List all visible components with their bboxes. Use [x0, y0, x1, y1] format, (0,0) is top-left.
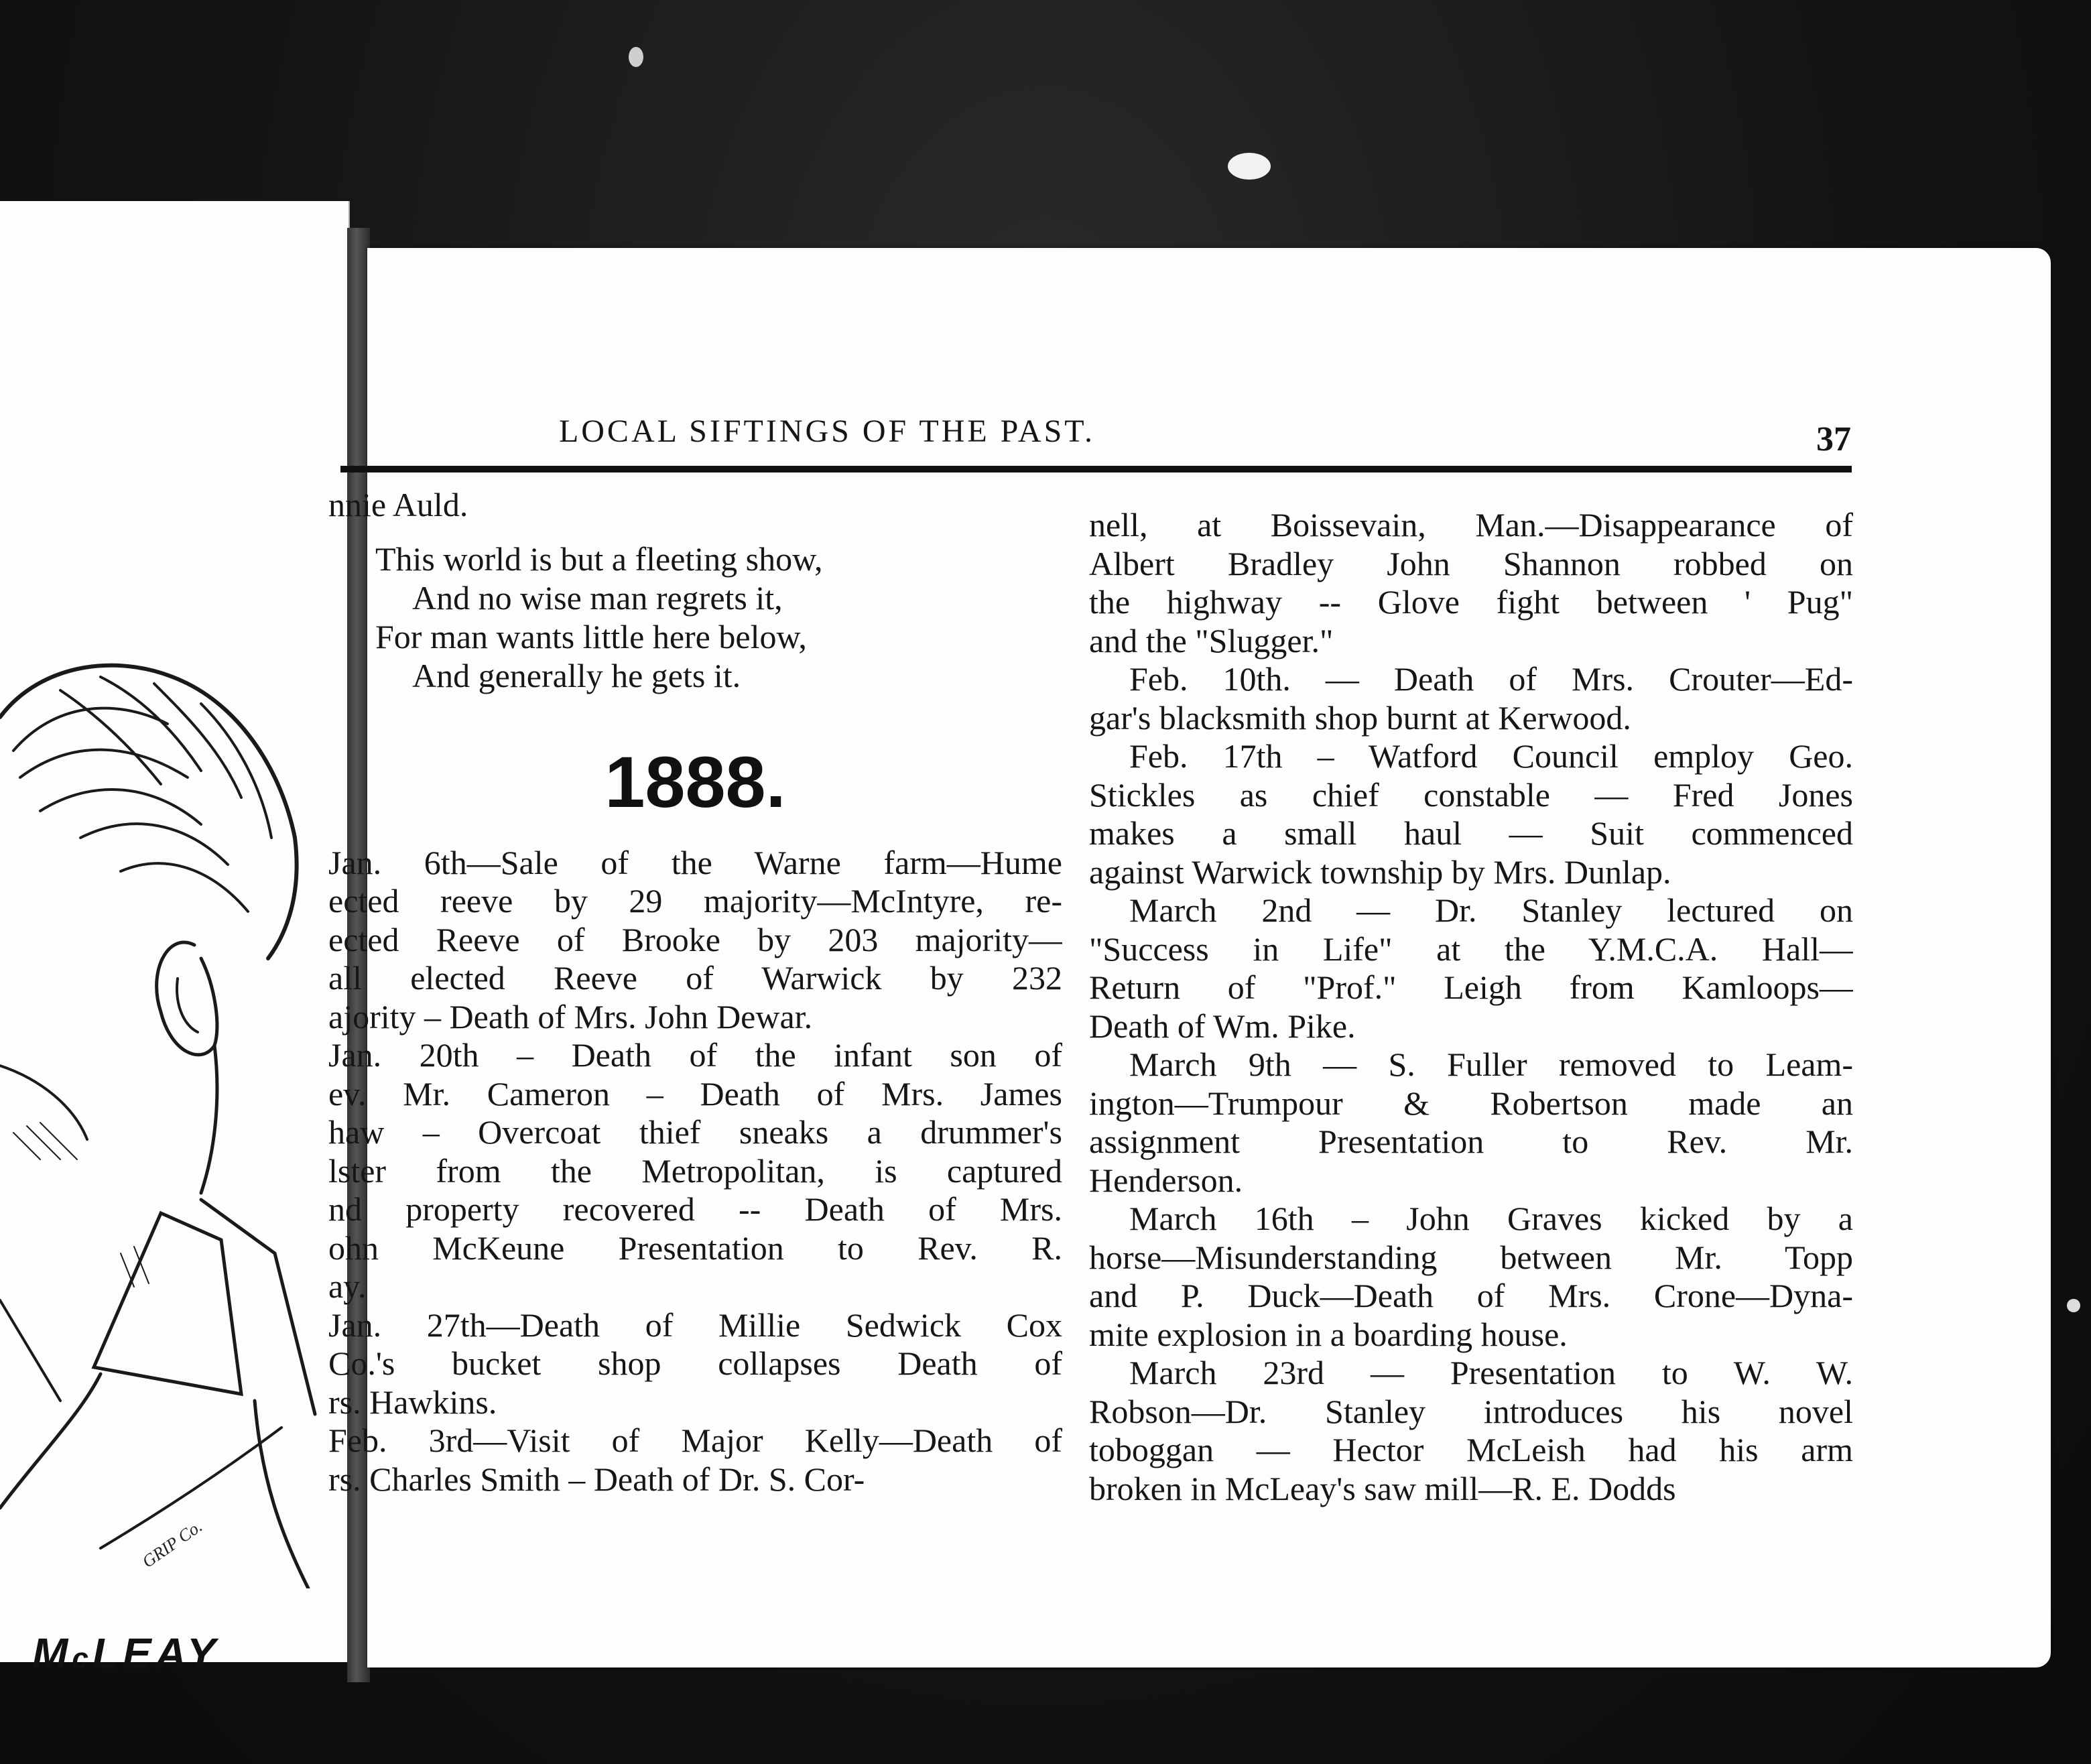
text-line: and P. Duck—Death of Mrs. Crone—Dyna-: [1089, 1277, 1853, 1314]
left-page: [0, 201, 350, 1678]
text-line: ected reeve by 29 majority—McIntyre, re-: [328, 882, 1062, 920]
text-line: Return of "Prof." Leigh from Kamloops—: [1089, 968, 1853, 1006]
text-line: broken in McLeay's saw mill—R. E. Dodds: [1089, 1469, 1676, 1507]
text-line: all elected Reeve of Warwick by 232: [328, 959, 1062, 997]
intro-line: nnie Auld.: [328, 486, 468, 523]
text-line: March 2nd — Dr. Stanley lectured on: [1129, 891, 1853, 929]
text-line: mite explosion in a boarding house.: [1089, 1315, 1568, 1353]
text-line: Feb. 10th. — Death of Mrs. Crouter—Ed-: [1129, 660, 1853, 698]
text-line: ev. Mr. Cameron – Death of Mrs. James: [328, 1074, 1062, 1113]
text-line: haw – Overcoat thief sneaks a drummer's: [328, 1113, 1062, 1151]
text-line: rs. Hawkins.: [328, 1383, 497, 1421]
text-line: lster from the Metropolitan, is captured: [328, 1151, 1062, 1190]
entry-paragraph: [328, 844, 1062, 1037]
text-line: the highway -- Glove fight between ' Pug": [1089, 583, 1853, 621]
caption-rest: LEAY: [92, 1629, 220, 1678]
text-line: ajority – Death of Mrs. John Dewar.: [328, 997, 813, 1035]
text-line: March 16th – John Graves kicked by a: [1129, 1200, 1853, 1237]
right-text-column: [1089, 506, 1853, 1508]
entry-paragraph: [328, 1422, 1062, 1499]
page-number: 37: [1816, 420, 1851, 458]
text-line: March 23rd — Presentation to W. W.: [1129, 1354, 1853, 1391]
right-paragraphs: [1089, 506, 1853, 1508]
entry-paragraph: [1089, 660, 1853, 737]
caption-small-c: c: [72, 1642, 92, 1675]
text-line: Death of Wm. Pike.: [1089, 1007, 1356, 1045]
text-line: ington—Trumpour & Robertson made an: [1089, 1084, 1853, 1122]
text-line: nd property recovered -- Death of Mrs.: [328, 1190, 1062, 1228]
entry-paragraph: [1089, 1200, 1853, 1354]
verse-line: For man wants little here below,: [375, 617, 807, 655]
text-line: Jan. 6th—Sale of the Warne farm—Hume: [328, 843, 1062, 881]
text-line: March 9th — S. Fuller removed to Leam-: [1129, 1046, 1853, 1083]
text-line: and the "Slugger.": [1089, 621, 1334, 659]
text-line: Jan. 27th—Death of Millie Sedwick Cox: [328, 1306, 1062, 1344]
verse-line: This world is but a fleeting show,: [375, 540, 823, 578]
text-line: "Success in Life" at the Y.M.C.A. Hall—: [1089, 930, 1853, 968]
text-line: ohn McKeune Presentation to Rev. R.: [328, 1228, 1062, 1267]
entry-paragraph: [328, 1306, 1062, 1422]
verse-line: And generally he gets it.: [412, 656, 741, 694]
text-line: nell, at Boissevain, Man.—Disappearance of: [1089, 506, 1853, 544]
text-line: Stickles as chief constable — Fred Jones: [1089, 775, 1853, 814]
portrait-caption: [32, 1629, 220, 1678]
text-line: gar's blacksmith shop burnt at Kerwood.: [1089, 698, 1631, 737]
entry-paragraph: [328, 1036, 1062, 1306]
entry-paragraph: [1089, 891, 1853, 1046]
dust-speck: [1228, 153, 1271, 180]
text-line: assignment Presentation to Rev. Mr.: [1089, 1123, 1853, 1160]
entry-paragraph: [1089, 1354, 1853, 1508]
dust-speck: [2067, 1299, 2080, 1312]
text-line: ay.: [328, 1267, 367, 1305]
running-title: LOCAL SIFTINGS OF THE PAST.: [558, 414, 1096, 449]
text-line: ected Reeve of Brooke by 203 majority—: [328, 920, 1062, 958]
dust-speck: [629, 47, 643, 67]
mcleay-portrait-illustration: [0, 462, 335, 1588]
verse-line: And no wise man regrets it,: [412, 578, 783, 617]
text-line: Robson—Dr. Stanley introduces his novel: [1089, 1392, 1853, 1430]
text-line: toboggan — Hector McLeish had his arm: [1089, 1431, 1853, 1468]
verse: [328, 540, 1062, 695]
text-line: makes a small haul — Suit commenced: [1089, 814, 1853, 852]
header-rule: [340, 466, 1852, 472]
text-line: Co.'s bucket shop collapses Death of: [328, 1344, 1062, 1382]
text-line: against Warwick township by Mrs. Dunlap.: [1089, 853, 1671, 891]
year-heading: 1888.: [605, 741, 786, 822]
text-line: horse—Misunderstanding between Mr. Topp: [1089, 1238, 1853, 1276]
text-line: Henderson.: [1089, 1161, 1243, 1199]
caption-prefix: M: [32, 1629, 72, 1678]
left-text-column: [328, 486, 1062, 1499]
text-line: Feb. 3rd—Visit of Major Kelly—Death of: [328, 1422, 1062, 1459]
left-paragraphs: [328, 844, 1062, 1499]
text-line: Albert Bradley John Shannon robbed on: [1089, 544, 1853, 582]
text-line: rs. Charles Smith – Death of Dr. S. Cor-: [328, 1460, 865, 1498]
entry-paragraph: [1089, 737, 1853, 891]
entry-paragraph: [1089, 1046, 1853, 1200]
engraver-mark: GRIP Co.: [138, 1516, 206, 1572]
entry-paragraph: [1089, 506, 1853, 660]
text-line: Feb. 17th – Watford Council employ Geo.: [1129, 737, 1853, 775]
text-line: Jan. 20th – Death of the infant son of: [328, 1036, 1062, 1074]
